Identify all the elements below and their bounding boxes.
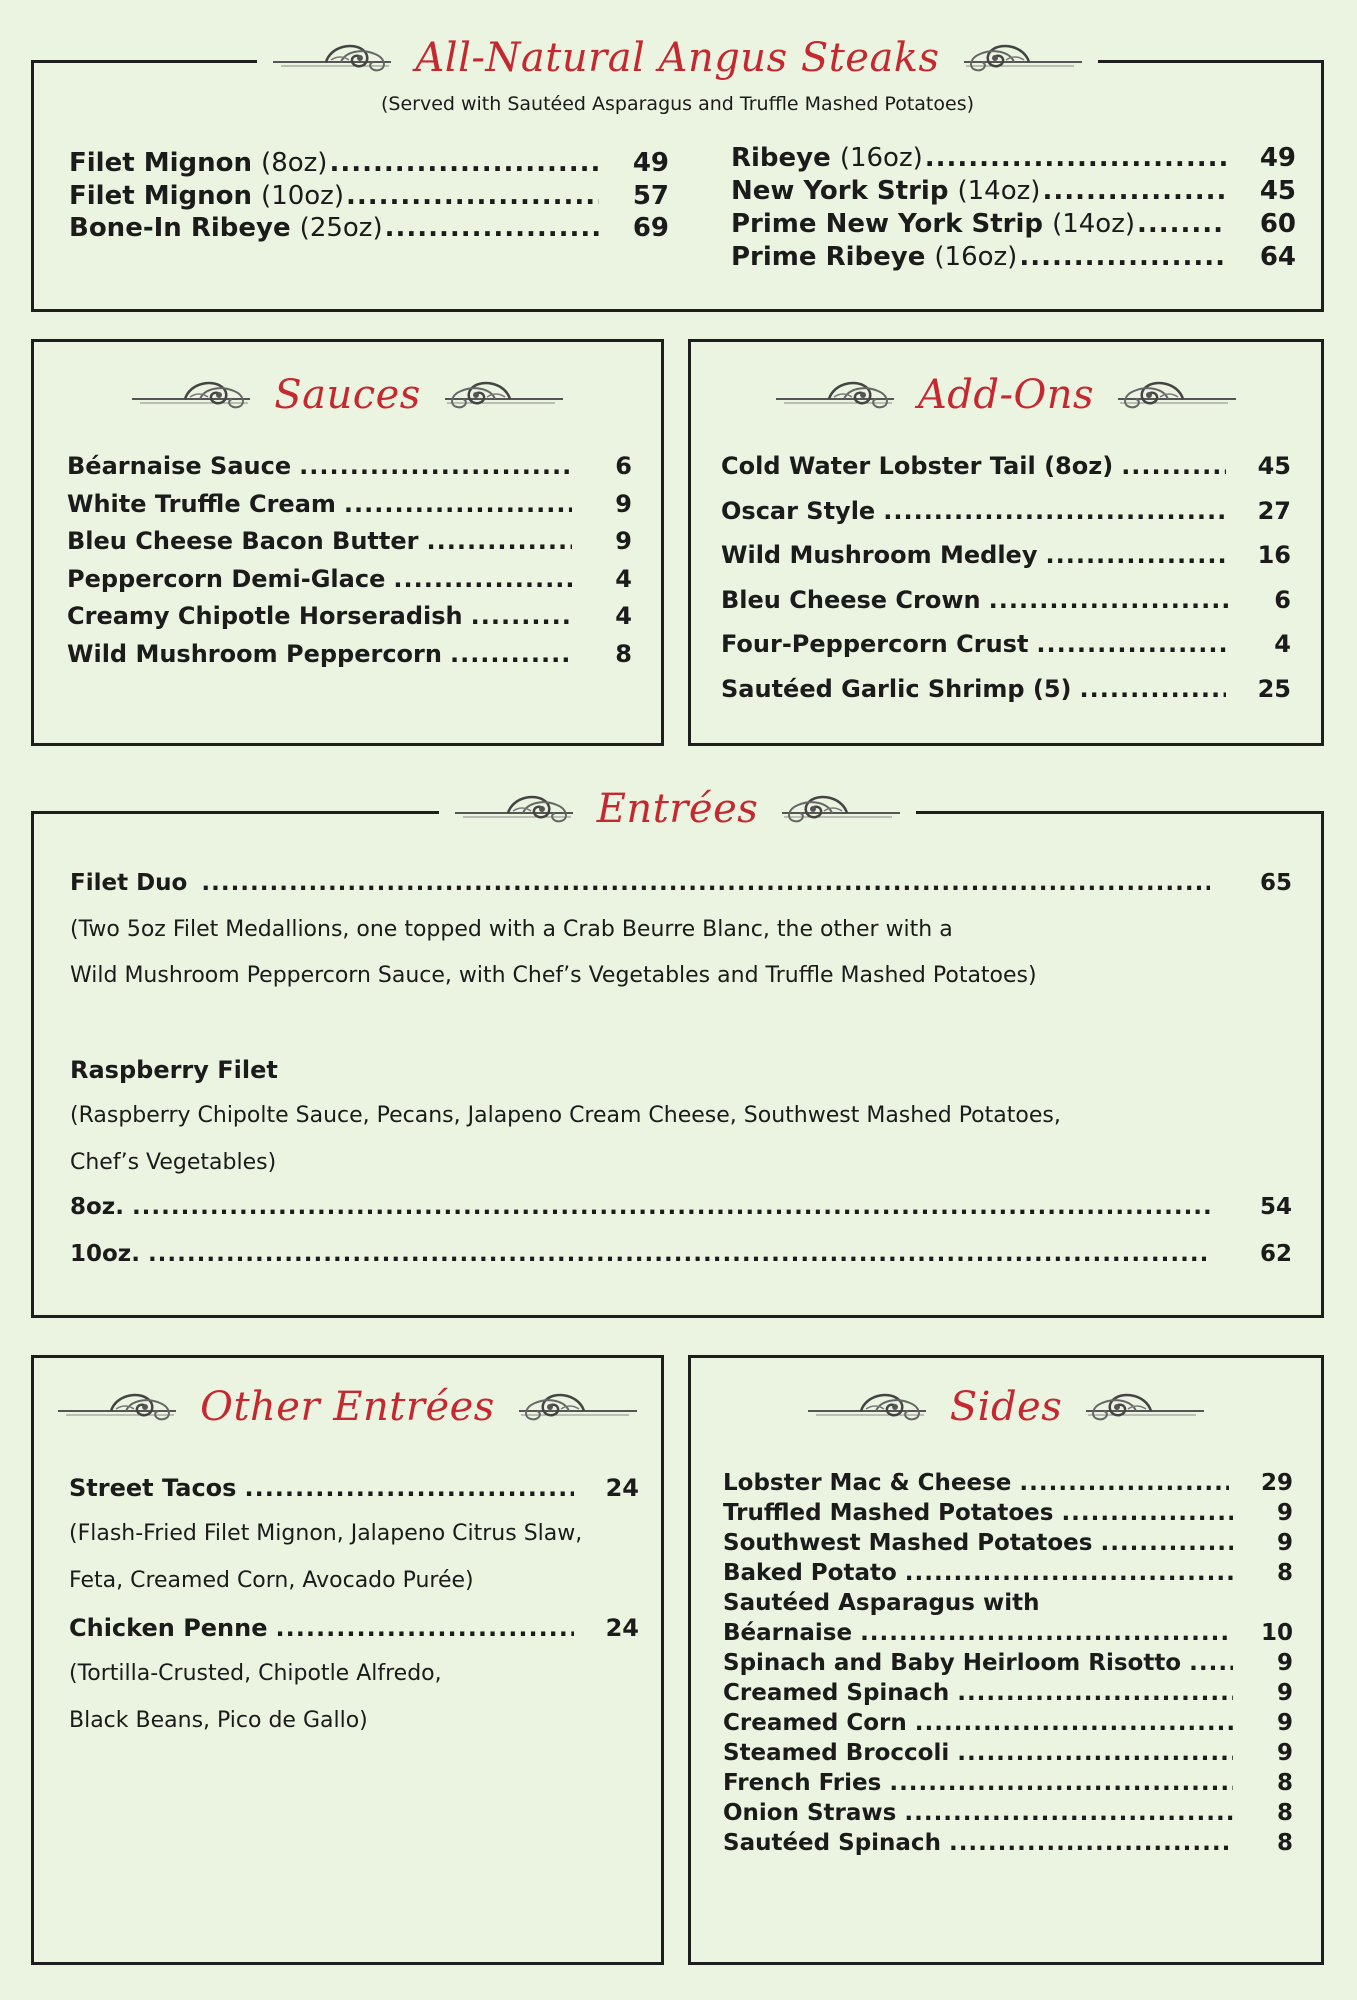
menu-item <box>723 1680 1293 1706</box>
item-price: 24 <box>605 1614 639 1642</box>
steaks-title: All-Natural Angus Steaks <box>415 35 940 81</box>
ornamental-scroll-icon <box>453 789 583 829</box>
steaks-header <box>34 35 1321 81</box>
leader-dots <box>450 640 572 668</box>
leader-dots <box>148 1241 1210 1267</box>
item-price: 57 <box>632 181 669 211</box>
leader-dots <box>989 586 1231 614</box>
entrees-section <box>31 786 1324 1318</box>
item-price: 16 <box>1257 541 1291 569</box>
leader-dots <box>957 1740 1233 1766</box>
item-description: Chef’s Vegetables) <box>70 1150 277 1175</box>
item-price: 4 <box>1274 630 1291 658</box>
steaks-subtitle: (Served with Sautéed Asparagus and Truffle Mashed Potatoes) <box>380 93 975 115</box>
item-price: 9 <box>615 527 632 555</box>
leader-dots <box>393 565 572 593</box>
leader-dots <box>883 497 1225 525</box>
leader-dots <box>201 870 1210 896</box>
item-size: (10oz) <box>261 181 344 211</box>
item-description: Black Beans, Pico de Gallo) <box>69 1708 368 1733</box>
item-price: 4 <box>615 564 632 593</box>
leader-dots <box>471 602 572 630</box>
item-description: (Raspberry Chipolte Sauce, Pecans, Jalapeno Cream Cheese, Southwest Mashed Potatoes, <box>70 1103 1061 1128</box>
item-price: 8 <box>1276 1830 1293 1856</box>
item-name: White Truffle Cream <box>67 489 336 518</box>
item-name: Prime New York Strip <box>731 209 1043 239</box>
menu-item <box>723 1800 1293 1826</box>
menu-item <box>69 213 669 243</box>
menu-item <box>70 1241 1292 1267</box>
menu-item <box>721 452 1291 480</box>
item-name: French Fries <box>723 1770 882 1796</box>
menu-item <box>67 602 632 630</box>
item-name: Truffled Mashed Potatoes <box>723 1500 1054 1526</box>
item-size: (14oz) <box>957 176 1041 206</box>
item-size: (16oz) <box>934 242 1018 272</box>
menu-item <box>723 1500 1293 1526</box>
other-entrees-header <box>34 1384 661 1430</box>
menu-item <box>723 1560 1293 1586</box>
item-name: Béarnaise Sauce <box>67 452 292 480</box>
item-price: 9 <box>1276 1530 1293 1556</box>
leader-dots <box>1019 1470 1229 1496</box>
item-price: 9 <box>1276 1500 1293 1526</box>
item-price: 6 <box>1274 585 1291 614</box>
leader-dots <box>915 1710 1233 1736</box>
item-price: 8 <box>1276 1800 1293 1826</box>
item-name: Oscar Style <box>721 496 876 525</box>
item-price: 45 <box>1257 452 1291 480</box>
leader-dots <box>904 1800 1233 1826</box>
item-name: Cold Water Lobster Tail (8oz) <box>721 452 1114 480</box>
sides-section <box>688 1355 1324 1965</box>
item-name: Bone-In Ribeye <box>69 213 291 243</box>
item-name: Chicken Penne <box>69 1614 268 1642</box>
item-price: 64 <box>1259 242 1296 272</box>
menu-item <box>721 497 1291 525</box>
item-name: Bleu Cheese Crown <box>721 585 981 614</box>
menu-item <box>70 1056 278 1084</box>
menu-item <box>731 209 1296 239</box>
sauces-header <box>34 372 661 418</box>
menu-item <box>721 586 1291 614</box>
leader-dots <box>299 452 572 480</box>
item-name: Bleu Cheese Bacon Butter <box>67 527 419 555</box>
item-price: 65 <box>1259 870 1292 896</box>
item-price: 8 <box>1276 1770 1293 1796</box>
item-name: Peppercorn Demi-Glace <box>67 564 386 593</box>
item-description: (Tortilla-Crusted, Chipotle Alfredo, <box>69 1661 442 1686</box>
item-name: 10oz. <box>70 1241 140 1267</box>
item-price: 10 <box>1260 1620 1293 1646</box>
item-name: Creamy Chipotle Horseradish <box>67 602 463 630</box>
leader-dots <box>276 1614 574 1642</box>
menu-item <box>67 640 632 668</box>
item-price: 27 <box>1257 496 1291 525</box>
item-name: Creamed Spinach <box>723 1680 950 1706</box>
leader-dots <box>1019 242 1225 272</box>
item-price: 25 <box>1257 674 1291 703</box>
item-name: Sautéed Spinach <box>723 1830 941 1856</box>
item-name: New York Strip <box>731 176 949 206</box>
leader-dots <box>1036 630 1231 658</box>
leader-dots <box>905 1560 1233 1586</box>
ornamental-scroll-icon <box>806 1387 936 1427</box>
item-name: 8oz. <box>70 1194 124 1220</box>
item-price: 8 <box>1276 1560 1293 1586</box>
menu-item <box>723 1650 1293 1676</box>
menu-item <box>723 1620 1293 1646</box>
ornamental-scroll-icon <box>509 1387 639 1427</box>
menu-item <box>67 490 632 518</box>
menu-item <box>69 1614 639 1642</box>
menu-item <box>70 870 1292 896</box>
item-description: (Flash-Fried Filet Mignon, Jalapeno Citrus Slaw, <box>69 1521 583 1546</box>
item-price: 24 <box>605 1474 639 1502</box>
leader-dots <box>1042 176 1225 206</box>
item-description: Wild Mushroom Peppercorn Sauce, with Chef’s Vegetables and Truffle Mashed Potatoes) <box>70 963 1037 988</box>
ornamental-scroll-icon <box>774 375 904 415</box>
menu-item <box>67 452 632 480</box>
menu-item <box>69 181 669 211</box>
menu-item <box>69 1474 639 1502</box>
item-name-prefix: Sautéed Asparagus with <box>723 1590 1040 1616</box>
item-size: (8oz) <box>261 148 328 178</box>
leader-dots <box>889 1770 1233 1796</box>
item-name: Béarnaise <box>723 1620 853 1646</box>
menu-item <box>721 675 1291 703</box>
item-name: Four-Peppercorn Crust <box>721 630 1029 658</box>
menu-item <box>723 1740 1293 1766</box>
item-name: Filet Duo <box>70 870 188 896</box>
addons-section <box>688 339 1324 746</box>
ornamental-scroll-icon <box>1076 1387 1206 1427</box>
leader-dots <box>1121 452 1225 480</box>
entrees-header <box>34 786 1321 832</box>
ornamental-scroll-icon <box>56 1387 186 1427</box>
item-name: Street Tacos <box>69 1474 237 1502</box>
menu-item <box>723 1530 1293 1556</box>
item-price: 49 <box>632 148 669 178</box>
leader-dots <box>244 1474 573 1502</box>
leader-dots <box>860 1620 1229 1646</box>
item-name: Raspberry Filet <box>70 1056 278 1084</box>
menu-item <box>723 1830 1293 1856</box>
menu-item <box>731 143 1296 173</box>
item-size: (14oz) <box>1052 209 1135 239</box>
menu-item <box>723 1710 1293 1736</box>
menu-item <box>721 541 1291 569</box>
item-price: 29 <box>1260 1470 1293 1496</box>
item-name: Onion Straws <box>723 1800 897 1826</box>
leader-dots <box>344 490 572 518</box>
item-name: Ribeye <box>731 143 831 173</box>
menu-item <box>70 1194 1292 1220</box>
leader-dots <box>1189 1650 1233 1676</box>
item-name: Creamed Corn <box>723 1710 907 1736</box>
item-price: 69 <box>632 213 669 243</box>
leader-dots <box>1061 1500 1233 1526</box>
leader-dots <box>132 1194 1210 1220</box>
leader-dots <box>1100 1530 1233 1556</box>
item-name: Prime Ribeye <box>731 242 926 272</box>
item-description: Feta, Creamed Corn, Avocado Purée) <box>69 1568 474 1593</box>
menu-item <box>67 527 632 555</box>
menu-item <box>67 565 632 593</box>
leader-dots <box>949 1830 1233 1856</box>
menu-item <box>723 1470 1293 1496</box>
sauces-section <box>31 339 664 746</box>
item-price: 62 <box>1259 1241 1292 1267</box>
steaks-section <box>31 35 1324 312</box>
leader-dots <box>1045 541 1225 569</box>
item-size: (16oz) <box>839 143 923 173</box>
item-name: Southwest Mashed Potatoes <box>723 1530 1093 1556</box>
ornamental-scroll-icon <box>271 38 401 78</box>
menu-item <box>731 176 1296 206</box>
leader-dots <box>329 148 598 178</box>
ornamental-scroll-icon <box>772 789 902 829</box>
other-entrees-title: Other Entrées <box>200 1384 495 1430</box>
addons-title: Add-Ons <box>917 372 1095 418</box>
item-name: Filet Mignon <box>69 148 252 178</box>
item-price: 9 <box>1276 1710 1293 1736</box>
item-price: 9 <box>1276 1740 1293 1766</box>
menu-item <box>69 148 669 178</box>
menu-item <box>723 1770 1293 1796</box>
item-price: 9 <box>1276 1680 1293 1706</box>
item-price: 45 <box>1259 176 1296 206</box>
ornamental-scroll-icon <box>1108 375 1238 415</box>
item-price: 49 <box>1259 143 1296 173</box>
sauces-title: Sauces <box>274 372 421 418</box>
leader-dots <box>385 213 599 243</box>
other-entrees-section <box>31 1355 664 1965</box>
item-name: Filet Mignon <box>69 181 252 211</box>
item-name: Baked Potato <box>723 1560 897 1586</box>
leader-dots <box>1080 675 1226 703</box>
item-name: Spinach and Baby Heirloom Risotto <box>723 1650 1182 1676</box>
item-price: 8 <box>615 639 632 668</box>
item-name: Steamed Broccoli <box>723 1740 950 1766</box>
menu-item <box>731 242 1296 272</box>
item-price: 60 <box>1259 209 1296 239</box>
addons-header <box>691 372 1321 418</box>
item-name: Lobster Mac & Cheese <box>723 1470 1012 1496</box>
item-name: Wild Mushroom Peppercorn <box>67 639 442 668</box>
item-description: (Two 5oz Filet Medallions, one topped with a Crab Beurre Blanc, the other with a <box>70 917 953 942</box>
leader-dots <box>346 181 599 211</box>
item-price: 4 <box>615 602 632 630</box>
leader-dots <box>427 527 573 555</box>
ornamental-scroll-icon <box>435 375 565 415</box>
item-name: Sautéed Garlic Shrimp (5) <box>721 674 1072 703</box>
item-price: 9 <box>1276 1650 1293 1676</box>
item-price: 9 <box>615 489 632 518</box>
item-price: 54 <box>1259 1194 1292 1220</box>
item-name: Wild Mushroom Medley <box>721 541 1038 569</box>
menu-item <box>721 630 1291 658</box>
item-price: 6 <box>615 452 632 480</box>
leader-dots <box>925 143 1226 173</box>
leader-dots <box>1137 209 1226 239</box>
ornamental-scroll-icon <box>130 375 260 415</box>
sides-title: Sides <box>949 1384 1063 1430</box>
entrees-title: Entrées <box>596 786 759 832</box>
ornamental-scroll-icon <box>954 38 1084 78</box>
sides-header <box>691 1384 1321 1430</box>
item-size: (25oz) <box>299 213 383 243</box>
leader-dots <box>957 1680 1233 1706</box>
